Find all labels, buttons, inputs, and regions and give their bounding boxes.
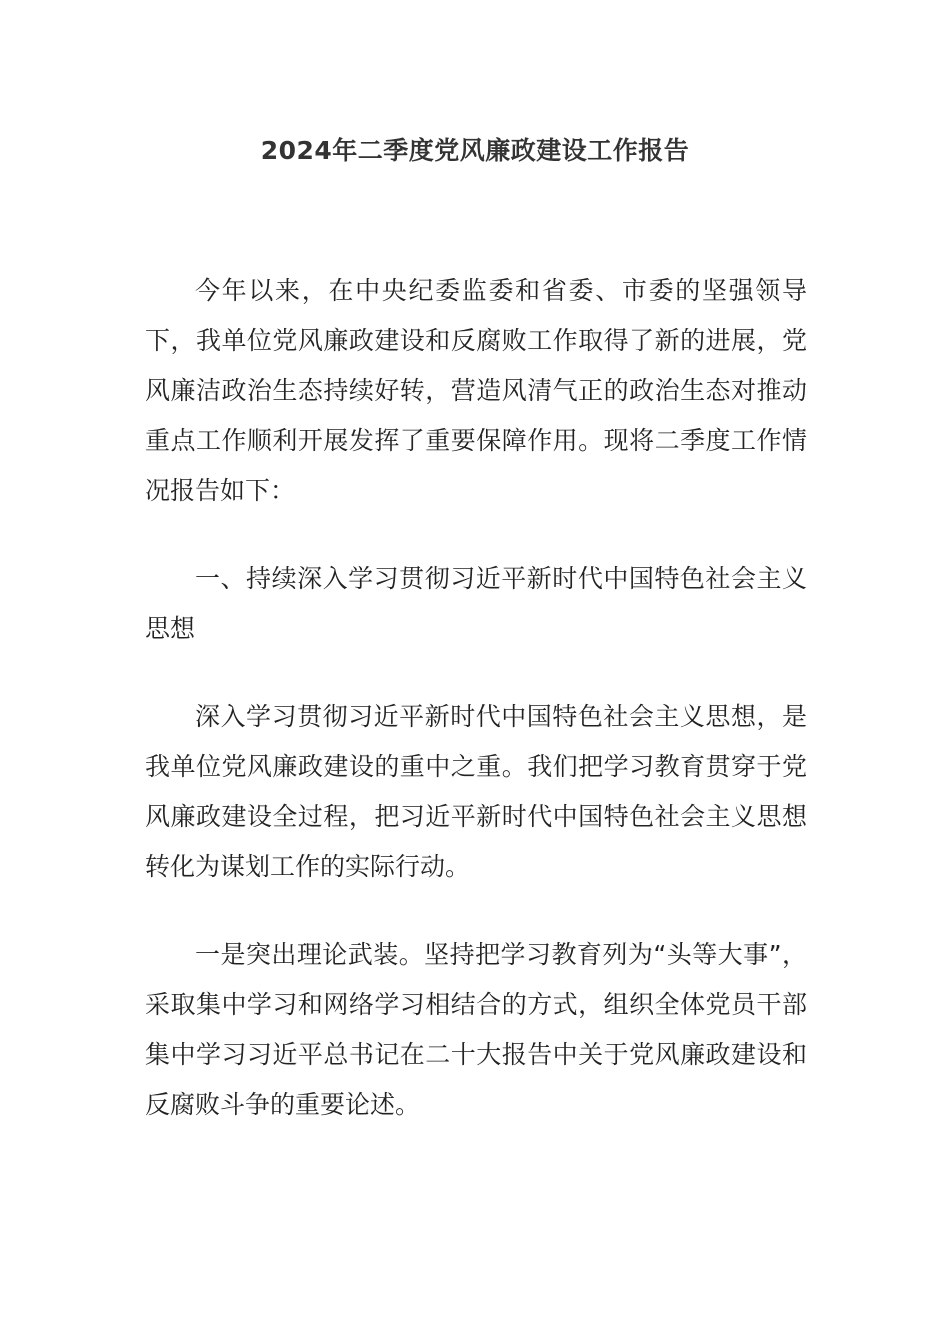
section-heading-1: 一、持续深入学习贯彻习近平新时代中国特色社会主义思想 [145,564,807,643]
document-title: 2024年二季度党风廉政建设工作报告 [260,136,690,165]
intro-paragraph: 今年以来，在中央纪委监委和省委、市委的坚强领导下，我单位党风廉政建设和反腐败工作取得了新的进展，党风廉洁政治生态持续好转，营造风清气正的政治生态对推动重点工作顺利开展发挥了重要保障作用。现将二季度工作情况报告如下： [145,276,807,505]
document-body [145,266,807,1168]
section-1-paragraph: 深入学习贯彻习近平新时代中国特色社会主义思想，是我单位党风廉政建设的重中之重。我们把学习教育贯穿于党风廉政建设全过程，把习近平新时代中国特色社会主义思想转化为谋划工作的实际行动。 [145,702,807,881]
point-1-paragraph: 一是突出理论武装。坚持把学习教育列为“头等大事”，采取集中学习和网络学习相结合的方式，组织全体党员干部集中学习习近平总书记在二十大报告中关于党风廉政建设和反腐败斗争的重要论述。 [145,940,807,1119]
